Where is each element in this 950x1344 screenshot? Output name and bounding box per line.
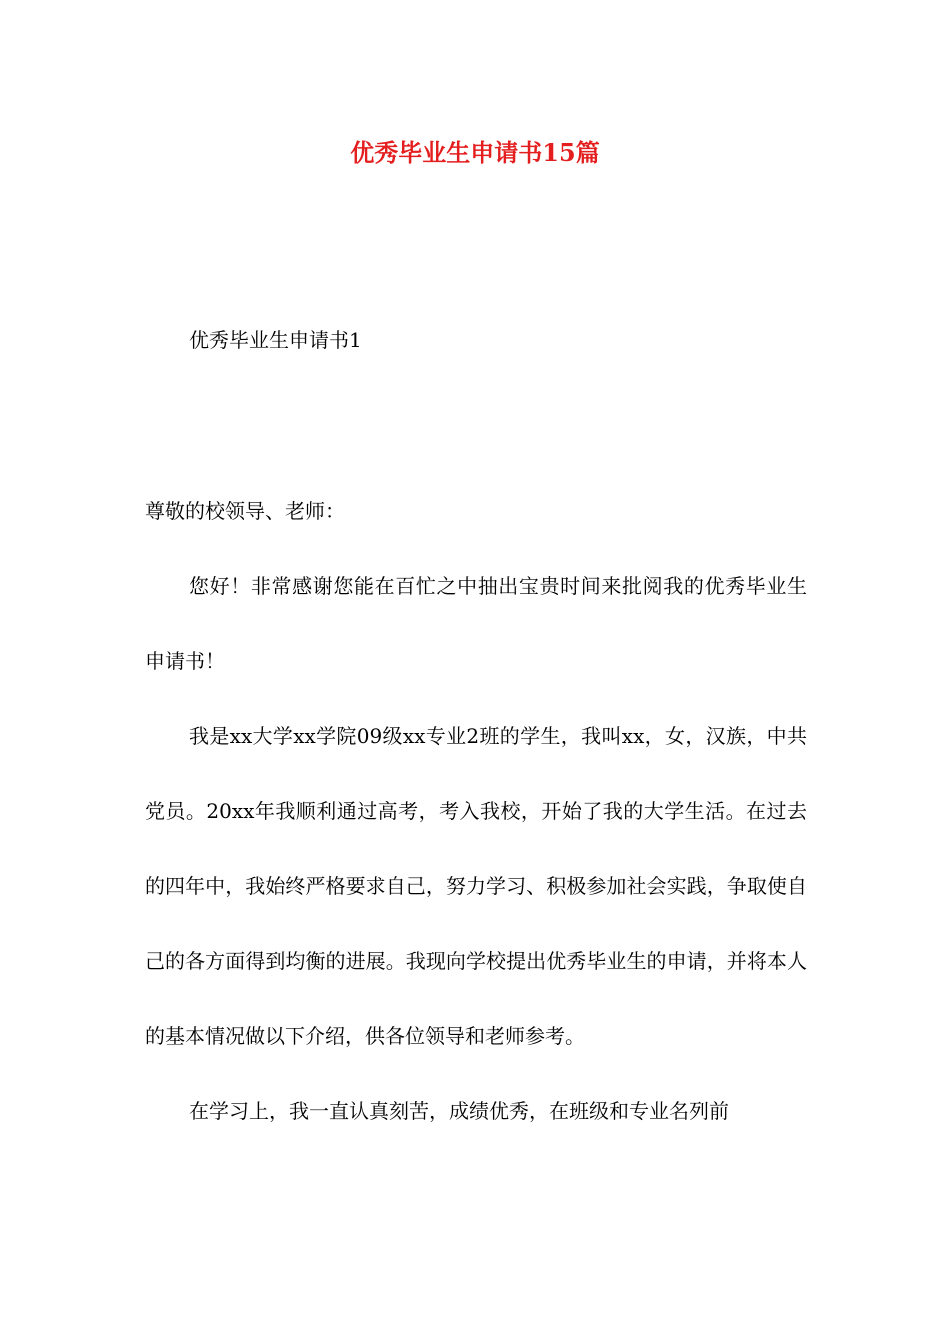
section-heading: 优秀毕业生申请书1	[189, 328, 362, 352]
paragraph-study: 在学习上，我一直认真刻苦，成绩优秀，在班级和专业名列前	[189, 1099, 729, 1123]
document-title: 优秀毕业生申请书15篇	[350, 138, 600, 167]
salutation: 尊敬的校领导、老师：	[145, 499, 345, 523]
document-body	[145, 474, 807, 1149]
paragraph-greeting: 您好！非常感谢您能在百忙之中抽出宝贵时间来批阅我的优秀毕业生申请书！	[145, 574, 807, 673]
paragraph-introduction: 我是xx大学xx学院09级xx专业2班的学生，我叫xx，女，汉族，中共党员。20xx年我顺利通过高考，考入我校，开始了我的大学生活。在过去的四年中，我始终严格要求自己，努力学习、积极参加社会实践，争取使自己的各方面得到均衡的进展。我现向学校提出优秀毕业生的申请，并将本人的基本情况做以下介绍，供各位领导和老师参考。	[145, 724, 807, 1048]
